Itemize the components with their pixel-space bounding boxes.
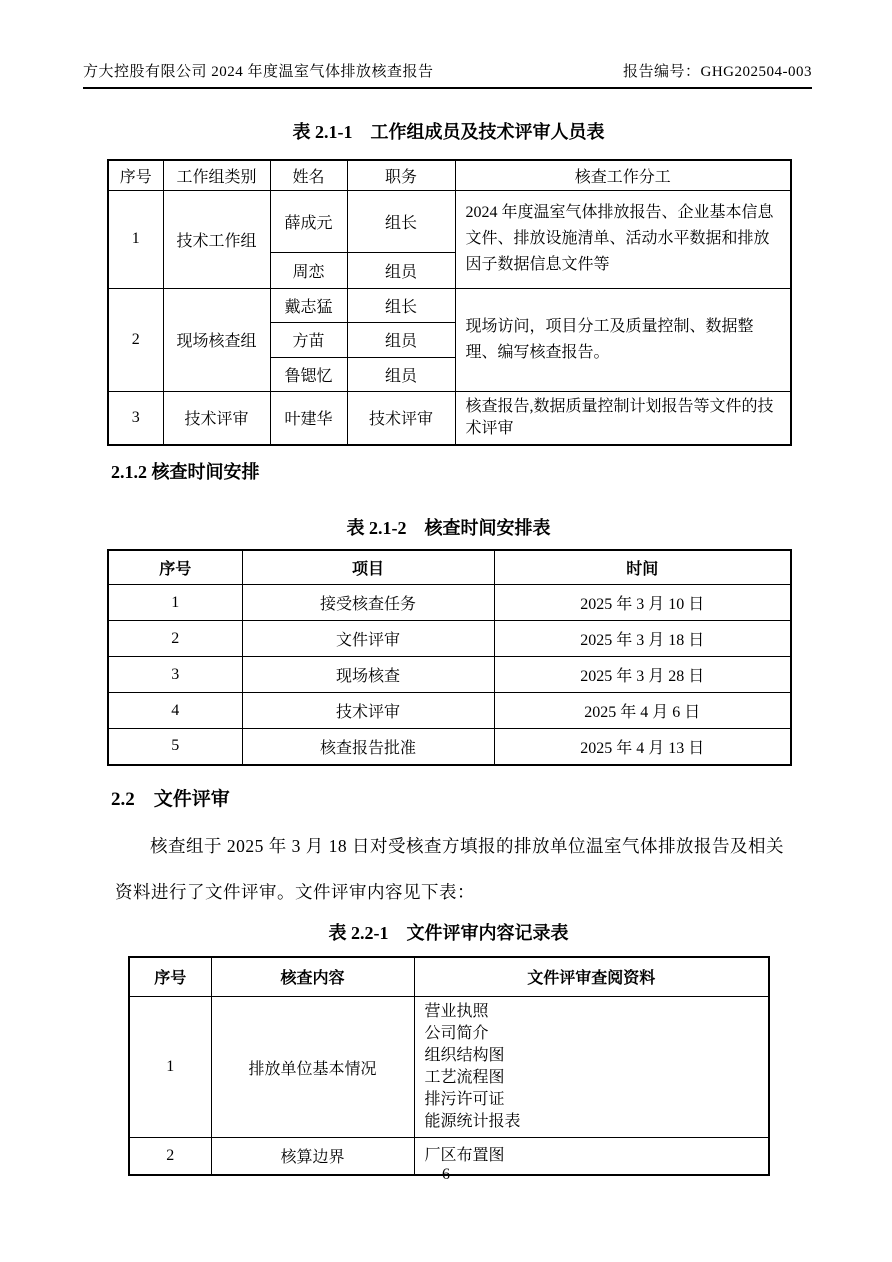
section-22-paragraph: 核查组于 2025 年 3 月 18 日对受核查方填报的排放单位温室气体排放报告及相关资料进行了文件评审。文件评审内容见下表： [115, 835, 784, 902]
cell-item: 核查报告批准 [242, 729, 494, 765]
table-row [108, 729, 791, 765]
table-row [108, 288, 791, 322]
cell-review-content: 核算边界 [211, 1138, 414, 1175]
material-item: 工艺流程图 [424, 1069, 505, 1086]
col-header-duty: 核查工作分工 [455, 160, 791, 190]
material-item: 公司简介 [424, 1025, 489, 1042]
cell-time: 2025 年 4 月 6 日 [494, 693, 791, 729]
col-header-time: 时间 [494, 550, 791, 585]
cell-no: 4 [108, 693, 242, 729]
table-row [108, 391, 791, 445]
cell-time: 2025 年 4 月 13 日 [494, 729, 791, 765]
cell-review-materials [414, 997, 769, 1138]
col-header-group-type: 工作组类别 [163, 160, 270, 190]
table-row [108, 585, 791, 621]
page-number: 6 [442, 1166, 450, 1183]
cell-member-name: 方苗 [270, 322, 347, 357]
cell-member-role: 组员 [347, 252, 455, 288]
cell-group2-no: 2 [108, 288, 163, 391]
review-table-header-row [129, 957, 769, 997]
table1-caption: 表 2.1-1 工作组成员及技术评审人员表 [292, 122, 605, 142]
cell-review-materials: 厂区布置图 [414, 1138, 769, 1175]
header-report-title: 方大控股有限公司 2024 年度温室气体排放核查报告 [83, 64, 434, 80]
table-row [129, 997, 769, 1138]
cell-group2-duty: 现场访问，项目分工及质量控制、数据整理、编写核查报告。 [455, 288, 791, 391]
cell-member-name: 戴志猛 [270, 288, 347, 322]
cell-no: 1 [108, 585, 242, 621]
cell-member-name: 叶建华 [270, 391, 347, 445]
table-row [108, 621, 791, 657]
cell-member-name: 薛成元 [270, 190, 347, 252]
cell-member-name: 鲁锶忆 [270, 357, 347, 391]
col-header-review-materials: 文件评审查阅资料 [414, 957, 769, 997]
cell-no: 5 [108, 729, 242, 765]
cell-review-content: 排放单位基本情况 [211, 997, 414, 1138]
section-heading-212: 2.1.2 核查时间安排 [111, 461, 260, 482]
col-header-no: 序号 [108, 550, 242, 585]
cell-item: 文件评审 [242, 621, 494, 657]
cell-group2-category: 现场核查组 [163, 288, 270, 391]
cell-time: 2025 年 3 月 10 日 [494, 585, 791, 621]
workgroup-table [107, 159, 792, 446]
section-heading-22: 2.2 文件评审 [111, 788, 230, 810]
material-item: 能源统计报表 [424, 1113, 521, 1130]
cell-item: 技术评审 [242, 693, 494, 729]
col-header-item: 项目 [242, 550, 494, 585]
document-review-table [128, 956, 770, 1176]
cell-member-role: 技术评审 [347, 391, 455, 445]
cell-member-name: 周恋 [270, 252, 347, 288]
col-header-name: 姓名 [270, 160, 347, 190]
cell-group1-duty: 2024 年度温室气体排放报告、企业基本信息文件、排放设施清单、活动水平数据和排放因子数据信息文件等 [455, 190, 791, 288]
col-header-no: 序号 [108, 160, 163, 190]
table-row [108, 190, 791, 252]
col-header-review-content: 核查内容 [211, 957, 414, 997]
table3-caption: 表 2.2-1 文件评审内容记录表 [328, 922, 569, 943]
table-row [108, 693, 791, 729]
cell-member-role: 组长 [347, 288, 455, 322]
col-header-no: 序号 [129, 957, 211, 997]
workgroup-table-header-row [108, 160, 791, 190]
cell-no: 3 [108, 657, 242, 693]
cell-no: 2 [129, 1138, 211, 1175]
schedule-table [107, 549, 792, 766]
cell-group1-no: 1 [108, 190, 163, 288]
page-header [83, 60, 812, 89]
cell-item: 接受核查任务 [242, 585, 494, 621]
cell-group3-duty: 核查报告,数据质量控制计划报告等文件的技术评审 [455, 391, 791, 445]
cell-member-role: 组员 [347, 357, 455, 391]
cell-item: 现场核查 [242, 657, 494, 693]
cell-time: 2025 年 3 月 28 日 [494, 657, 791, 693]
cell-no: 2 [108, 621, 242, 657]
cell-member-role: 组长 [347, 190, 455, 252]
document-content [107, 88, 790, 1176]
header-report-number: 报告编号：GHG202504-003 [623, 64, 812, 80]
cell-time: 2025 年 3 月 18 日 [494, 621, 791, 657]
cell-no: 1 [129, 997, 211, 1138]
cell-group3-no: 3 [108, 391, 163, 445]
material-item: 营业执照 [424, 1003, 489, 1020]
cell-group1-category: 技术工作组 [163, 190, 270, 288]
table2-caption: 表 2.1-2 核查时间安排表 [346, 517, 551, 538]
schedule-table-header-row [108, 550, 791, 585]
table-row [108, 657, 791, 693]
material-item: 组织结构图 [424, 1047, 505, 1064]
cell-group3-category: 技术评审 [163, 391, 270, 445]
col-header-title: 职务 [347, 160, 455, 190]
cell-member-role: 组员 [347, 322, 455, 357]
material-item: 排污许可证 [424, 1091, 505, 1108]
